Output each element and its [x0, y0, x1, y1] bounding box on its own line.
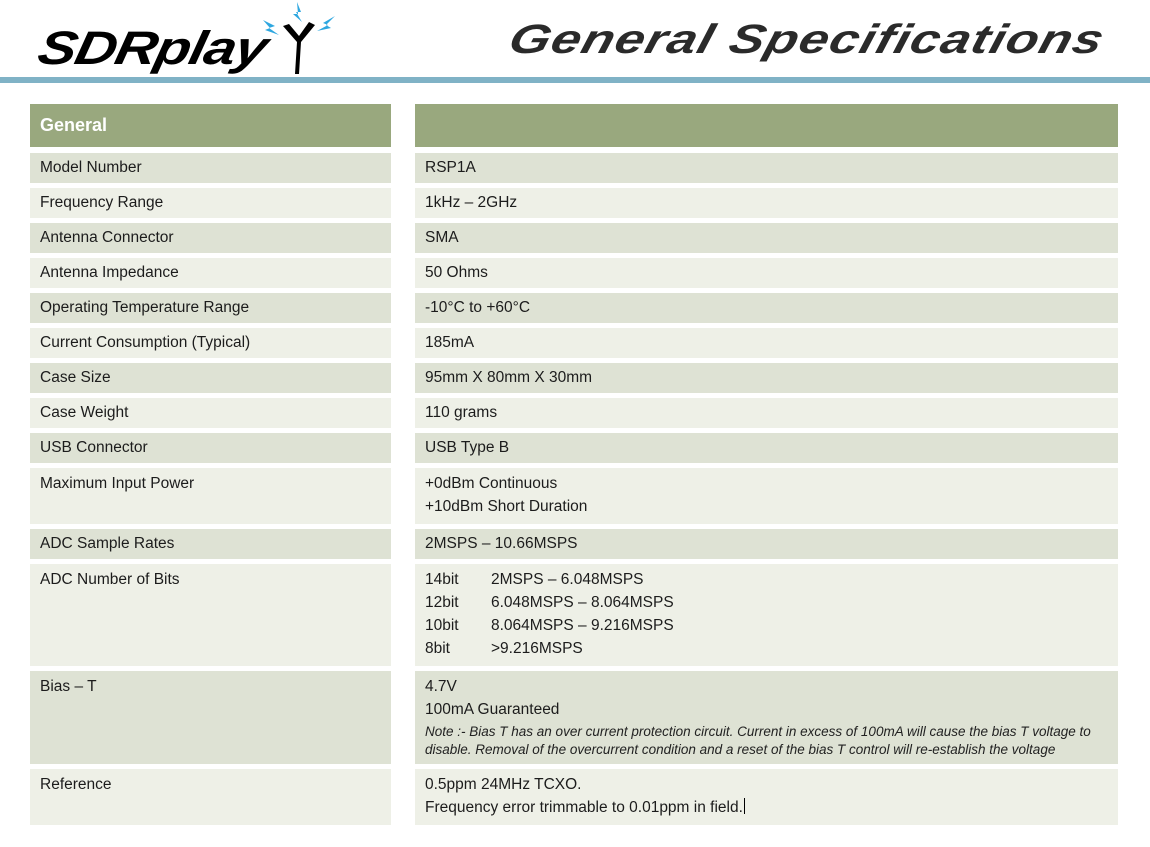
- table-header-general: [30, 104, 391, 147]
- table-row: [30, 223, 1118, 253]
- row-label: Antenna Connector: [30, 223, 391, 253]
- page-title-wrap: [503, 16, 1111, 68]
- table-row: [30, 433, 1118, 463]
- row-value: [415, 769, 1118, 825]
- bit-depth: 14bit: [425, 571, 459, 588]
- value-text: Frequency error trimmable to 0.01ppm in field.: [425, 799, 743, 816]
- table-row: [30, 398, 1118, 428]
- table-header-row: [30, 104, 1118, 147]
- table-row: [30, 529, 1118, 559]
- value-line: 4.7V: [425, 678, 457, 695]
- antenna-lightning-icon: [233, 2, 343, 74]
- rate-range: 2MSPS – 6.048MSPS: [491, 571, 644, 588]
- rate-range: >9.216MSPS: [491, 640, 583, 657]
- row-label: ADC Number of Bits: [30, 564, 391, 666]
- table-row: [30, 363, 1118, 393]
- value-line: [425, 568, 1110, 591]
- row-label: Operating Temperature Range: [30, 293, 391, 323]
- masthead: [0, 0, 1150, 83]
- row-value: 110 grams: [415, 398, 1118, 428]
- table-row: [30, 188, 1118, 218]
- value-line: +0dBm Continuous: [425, 475, 558, 492]
- row-label: Antenna Impedance: [30, 258, 391, 288]
- value-line: [425, 591, 1110, 614]
- table-row: [30, 328, 1118, 358]
- rate-range: 6.048MSPS – 8.064MSPS: [491, 594, 674, 611]
- row-label: Model Number: [30, 153, 391, 183]
- row-value: RSP1A: [415, 153, 1118, 183]
- value-line: [425, 637, 1110, 660]
- bias-t-note: Note :- Bias T has an over current protection circuit. Current in excess of 100mA will cause the bias T voltage to disable. Removal of the overcurrent condition and a reset of the bias T control will re-establish the voltage: [425, 724, 1091, 757]
- row-label: Frequency Range: [30, 188, 391, 218]
- value-line: 100mA Guaranteed: [425, 701, 560, 718]
- table-row: [30, 564, 1118, 666]
- row-value: -10°C to +60°C: [415, 293, 1118, 323]
- row-value: [415, 564, 1118, 666]
- row-label: Reference: [30, 769, 391, 825]
- table-row: [30, 671, 1118, 764]
- page-title: General Specifications: [503, 16, 1111, 62]
- row-label: Bias – T: [30, 671, 391, 764]
- bit-depth: 12bit: [425, 594, 459, 611]
- value-line: [425, 796, 1110, 819]
- table-row: [30, 293, 1118, 323]
- row-label: Case Weight: [30, 398, 391, 428]
- spec-table: [30, 104, 1118, 830]
- value-line: [425, 614, 1110, 637]
- row-value: [415, 468, 1118, 524]
- sdrplay-logo-text: SDRplay: [33, 21, 273, 74]
- header-divider-bar: [0, 77, 1150, 83]
- table-row: [30, 153, 1118, 183]
- bit-depth: 10bit: [425, 617, 459, 634]
- table-row: [30, 468, 1118, 524]
- rate-range: 8.064MSPS – 9.216MSPS: [491, 617, 674, 634]
- row-label: Current Consumption (Typical): [30, 328, 391, 358]
- row-label: ADC Sample Rates: [30, 529, 391, 559]
- row-label: USB Connector: [30, 433, 391, 463]
- sdrplay-logo: [33, 20, 273, 80]
- row-value: 95mm X 80mm X 30mm: [415, 363, 1118, 393]
- text-caret: [744, 798, 746, 814]
- table-row: [30, 769, 1118, 825]
- row-value: 2MSPS – 10.66MSPS: [415, 529, 1118, 559]
- table-header-empty-cell: [415, 104, 1118, 147]
- bit-depth: 8bit: [425, 640, 450, 657]
- table-row: [30, 258, 1118, 288]
- value-line: +10dBm Short Duration: [425, 498, 588, 515]
- row-value: 50 Ohms: [415, 258, 1118, 288]
- row-value: SMA: [415, 223, 1118, 253]
- row-value: [415, 671, 1118, 764]
- row-value: 185mA: [415, 328, 1118, 358]
- value-line: 0.5ppm 24MHz TCXO.: [425, 776, 582, 793]
- row-value: USB Type B: [415, 433, 1118, 463]
- table-header-label: General: [40, 115, 108, 135]
- row-label: Case Size: [30, 363, 391, 393]
- row-value: 1kHz – 2GHz: [415, 188, 1118, 218]
- row-label: Maximum Input Power: [30, 468, 391, 524]
